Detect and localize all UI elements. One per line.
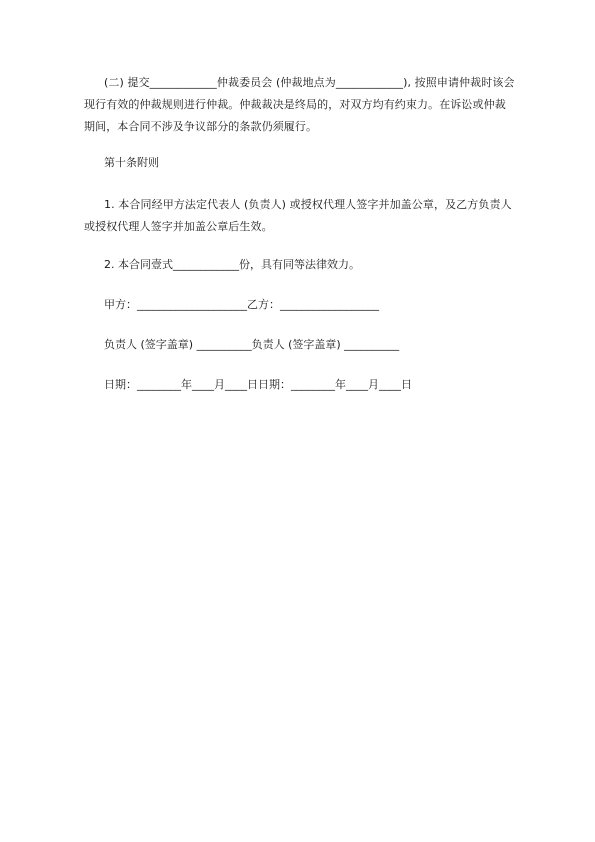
copies-clause: 2. 本合同壹式____________份，具有同等法律效力。 — [104, 258, 360, 271]
responsible-person-signature-line: 负责人 (签字盖章) __________负责人 (签字盖章) __________ — [104, 338, 400, 351]
article-ten-title: 第十条附则 — [104, 156, 159, 169]
effectiveness-paragraph: 1. 本合同经甲方法定代表人 (负责人) 或授权代理人签字并加盖公章，及乙方负责人或授权代理人签字并加盖公章后生效。 — [84, 198, 512, 233]
arbitration-clause-paragraph: (二) 提交____________仲裁委员会 (仲裁地点为____________), 按照申请仲裁时该会现行有效的仲裁规则进行仲裁。仲裁裁决是终局的，对双方均有约束力。在诉讼或仲裁期间，本合同不涉及争议部分的条款仍须履行。 — [84, 76, 515, 133]
date-line: 日期：________年____月____日日期：________年____月____日 — [104, 378, 412, 391]
party-signature-line: 甲方：____________________乙方：__________________ — [104, 298, 379, 311]
